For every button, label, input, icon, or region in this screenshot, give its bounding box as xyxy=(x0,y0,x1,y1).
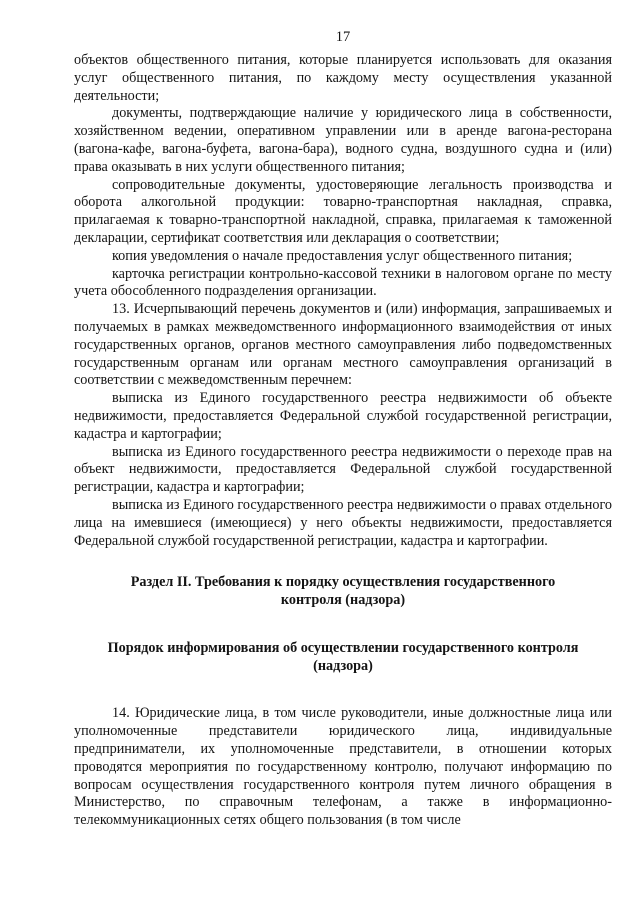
paragraph: карточка регистрации контрольно-кассовой техники в налоговом органе по месту учета обособленного подразделения организации. xyxy=(74,265,612,300)
paragraph: объектов общественного питания, которые планируется использовать для оказания услуг общественного питания, по каждому месту осуществления указанной деятельности; xyxy=(74,52,612,104)
paragraph: выписка из Единого государственного реестра недвижимости о правах отдельного лица на имевшиеся (имеющиеся) у него объекты недвижимости, предоставляется Федеральной службой государственной регистрации, кадастра и картографии. xyxy=(74,496,612,549)
paragraph: 14. Юридические лица, в том числе руководители, иные должностные лица или уполномоченные представители юридического лица, индивидуальные предприниматели, их уполномоченные представители, в отношении которых проводятся мероприятия по государственному контролю, получают информацию по вопросам осуществления государственного контроля путем личного обращения в Министерство, по справочным телефонам, а также в информационно-телекоммуникационных сетях общего пользования (в том числе xyxy=(74,705,612,829)
section-heading: Раздел II. Требования к порядку осуществления государственного контроля (надзора) xyxy=(130,574,556,609)
subsection-heading: Порядок информирования об осуществлении государственного контроля (надзора) xyxy=(107,640,579,675)
paragraph: выписка из Единого государственного реестра недвижимости о переходе прав на объект недвижимости, предоставляется Федеральной службой государственной регистрации, кадастра и картографии; xyxy=(74,443,612,496)
paragraph: документы, подтверждающие наличие у юридического лица в собственности, хозяйственном ведении, оперативном управлении или в аренде вагона-ресторана (вагона-кафе, вагона-буфета, вагона-бара), водного судна, воздушного судна и (или) права оказывать в них услуги общественного питания; xyxy=(74,105,612,175)
paragraph: копия уведомления о начале предоставления услуг общественного питания; xyxy=(112,247,573,264)
paragraph: выписка из Единого государственного реестра недвижимости об объекте недвижимости, предоставляется Федеральной службой государственной регистрации, кадастра и картографии; xyxy=(74,390,612,442)
body-text-bottom xyxy=(74,705,612,830)
page-number: 17 xyxy=(335,29,351,45)
paragraph: 13. Исчерпывающий перечень документов и (или) информация, запрашиваемых и получаемых в рамках межведомственного информационного взаимодействия от иных государственных органов, органов местного самоуправления либо подведомственных государственным органам или органам местного самоуправления организаций в соответствии с межведомственным перечнем: xyxy=(74,301,612,389)
paragraph: сопроводительные документы, удостоверяющие легальность производства и оборота алкогольной продукции: товарно-транспортная накладная, справка, прилагаемая к товарно-транспортной накладной, справка, прилагаемая к таможенной декларации, сертификат соответствия или декларация о соответствии; xyxy=(74,176,612,246)
body-text-top xyxy=(74,52,612,550)
